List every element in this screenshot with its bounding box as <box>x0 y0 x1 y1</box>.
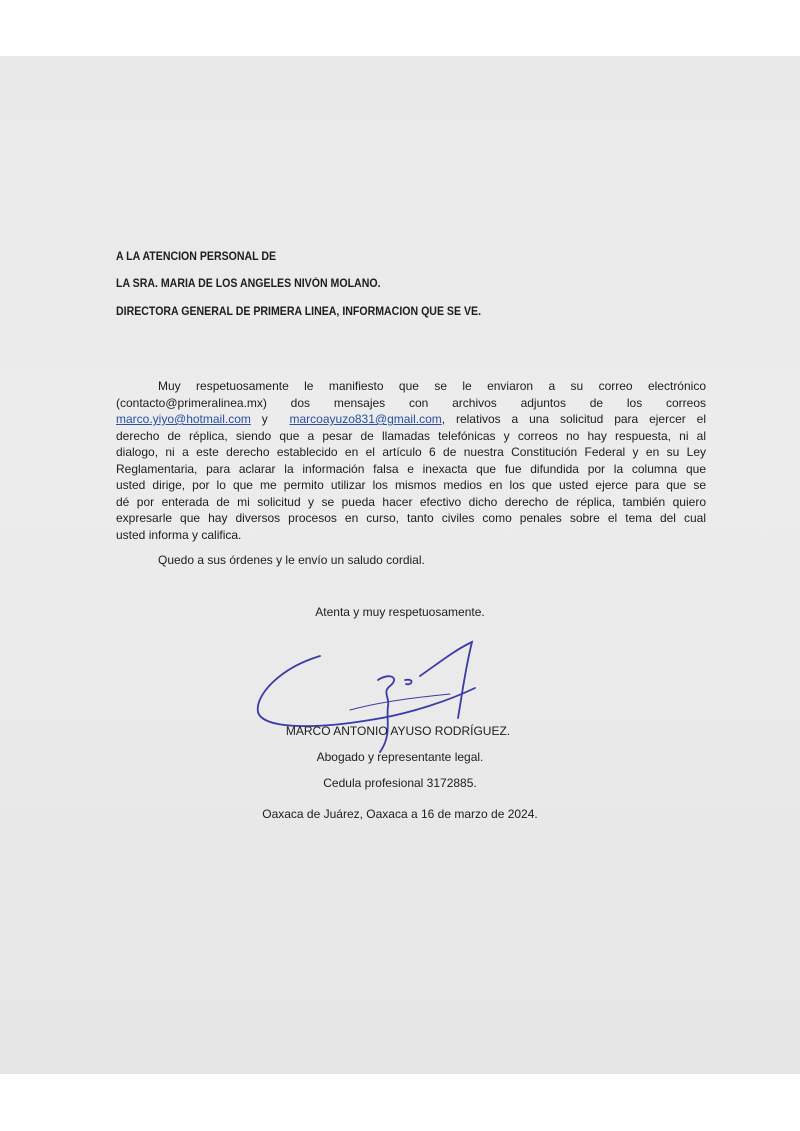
signer-license: Cedula profesional 3172885. <box>323 776 477 790</box>
body-line: usted dirige, por lo que me permito utilizar los mismos medios en los que usted ejerce para que se <box>116 478 706 492</box>
addressee-line-1: A LA ATENCION PERSONAL DE <box>116 251 277 263</box>
body-line: derecho de réplica, siendo que a pesar de llamadas telefónicas y correos no hay respuesta, ni al <box>116 428 706 443</box>
signature-stroke <box>405 680 412 685</box>
signature-stroke <box>258 656 475 726</box>
body-line: dialogo, ni a este derecho establecido en el artículo 6 de nuestra Constitución Federal y en su Ley <box>116 445 706 459</box>
addressee-line-3: DIRECTORA GENERAL DE PRIMERA LINEA, INFORMACION QUE SE VE. <box>116 306 482 318</box>
body-line: Reglamentaria, para aclarar la información falsa e inexacta que fue difundida por la columna que <box>116 461 706 476</box>
email-link-gmail[interactable]: marcoayuzo831@gmail.com <box>289 412 442 426</box>
signer-name: MARCO ANTONIO AYUSO RODRÍGUEZ. <box>285 724 511 738</box>
signature-stroke <box>350 694 450 710</box>
conjunction: y <box>261 412 268 426</box>
body-line: dé por enterada de mi solicitud y se pueda hacer efectivo dicho derecho de réplica, también quiero <box>116 494 706 509</box>
body-line: Muy respetuosamente le manifiesto que se le enviaron a su correo electrónico <box>158 379 706 393</box>
signer-role: Abogado y representante legal. <box>316 750 484 764</box>
signature-stroke <box>378 676 394 752</box>
closing-line: Quedo a sus órdenes y le envío un saludo cordial. <box>158 553 425 567</box>
email-link-hotmail[interactable]: marco.yiyo@hotmail.com <box>116 412 251 426</box>
body-line: expresarle que hay diversos procesos en curso, tanto civiles como penales sobre el tema del cual <box>116 511 706 525</box>
body-line <box>116 412 706 426</box>
place-and-date: Oaxaca de Juárez, Oaxaca a 16 de marzo de 2024. <box>262 807 538 821</box>
addressee-line-2: LA SRA. MARIA DE LOS ANGELES NIVÓN MOLANO. <box>116 278 381 290</box>
body-line: usted informa y califica. <box>116 527 242 542</box>
body-text: , relativos a una solicitud para ejercer el <box>441 412 706 426</box>
body-line: (contacto@primeralinea.mx) dos mensajes con archivos adjuntos de los correos <box>116 395 706 410</box>
signoff-greeting: Atenta y muy respetuosamente. <box>315 605 485 619</box>
